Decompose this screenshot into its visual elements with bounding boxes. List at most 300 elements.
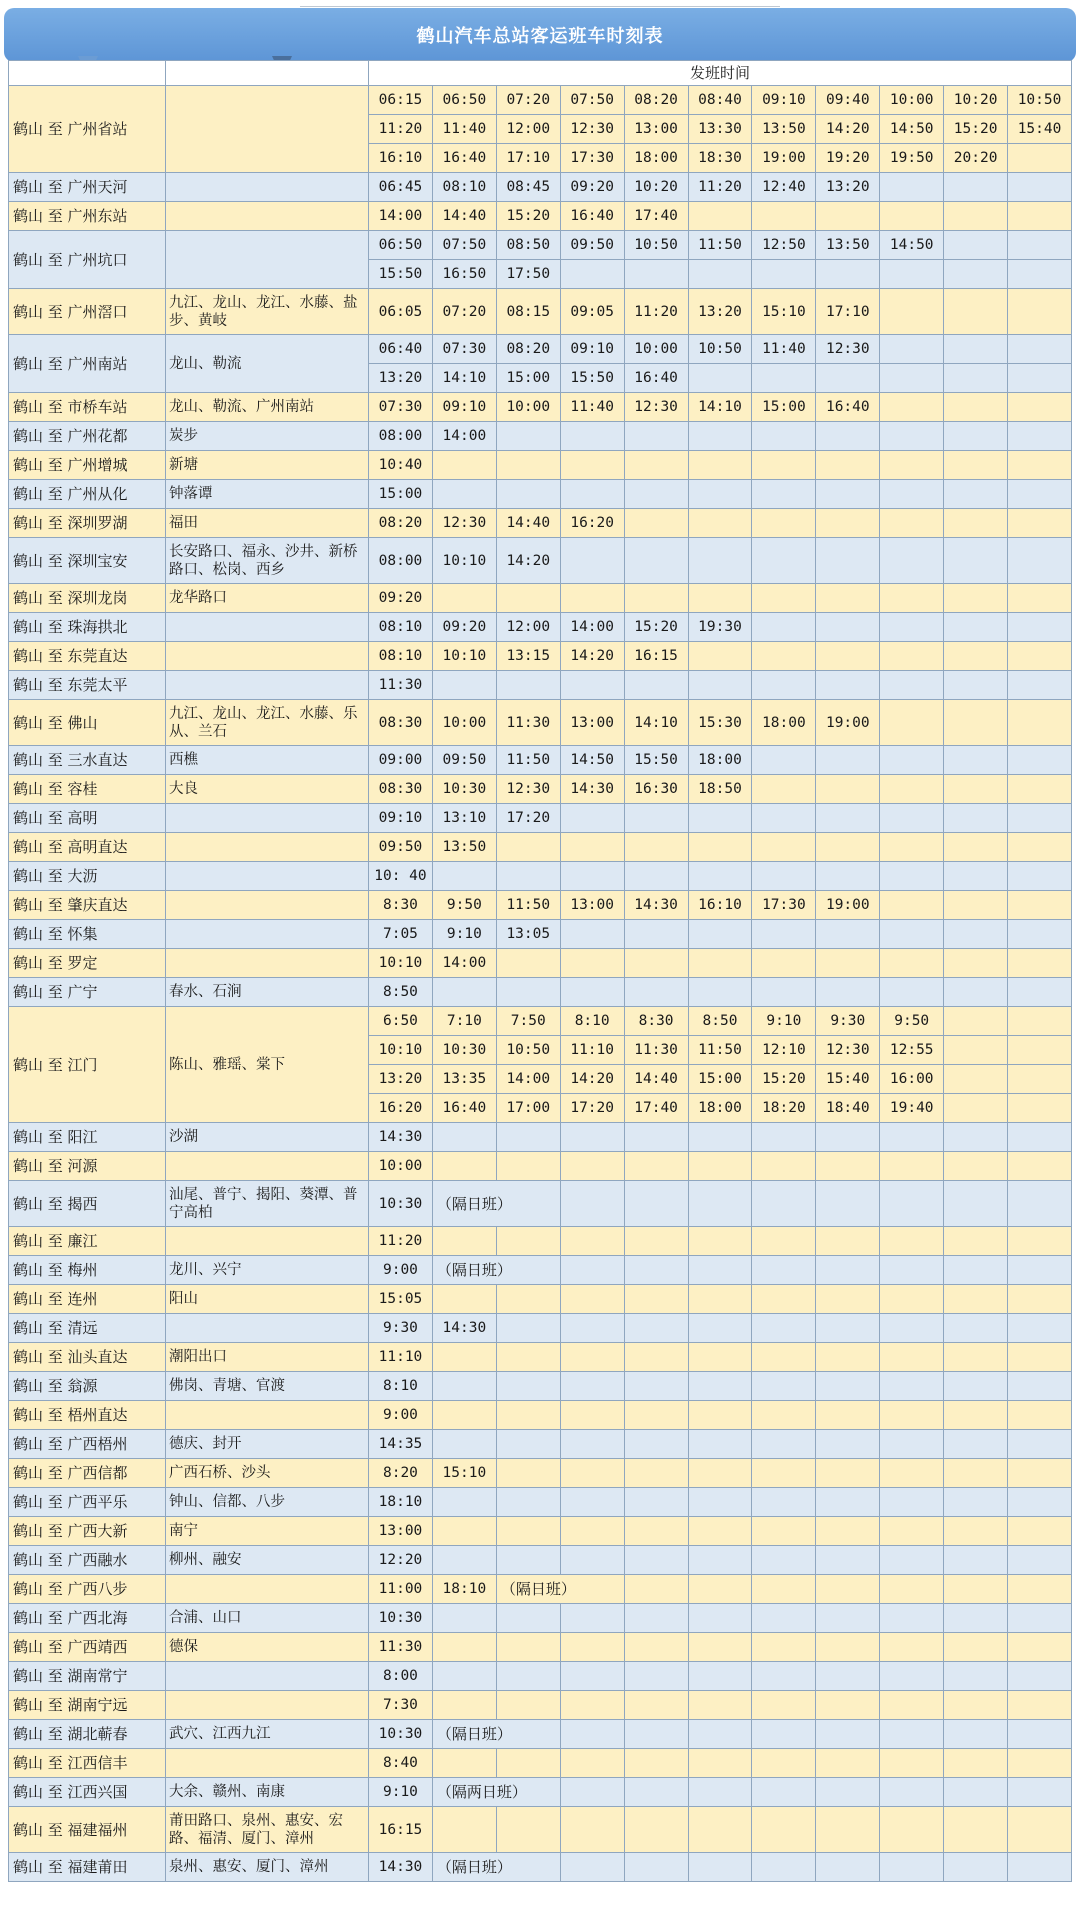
departure-time: 14:50 [880, 231, 944, 260]
departure-time: 11:50 [496, 746, 560, 775]
departure-time: 09:50 [432, 746, 496, 775]
departure-time [496, 1285, 560, 1314]
departure-time [880, 1227, 944, 1256]
departure-time [944, 1807, 1008, 1853]
departure-time [752, 642, 816, 671]
departure-time: 09:05 [560, 289, 624, 335]
departure-time [752, 1123, 816, 1152]
departure-time [688, 451, 752, 480]
departure-time: 06:50 [369, 231, 433, 260]
departure-time [624, 1459, 688, 1488]
departure-time [624, 1633, 688, 1662]
departure-time [816, 1853, 880, 1882]
departure-time [560, 1256, 624, 1285]
departure-time [1008, 1256, 1072, 1285]
departure-time [688, 1181, 752, 1227]
table-row [9, 202, 1072, 231]
departure-time: 16:15 [369, 1807, 433, 1853]
departure-time [1008, 642, 1072, 671]
table-row [9, 642, 1072, 671]
departure-time: 19:50 [880, 144, 944, 173]
table-row [9, 1372, 1072, 1401]
departure-time [560, 1285, 624, 1314]
departure-time [688, 509, 752, 538]
departure-time [624, 1256, 688, 1285]
departure-time [560, 1633, 624, 1662]
route-name: 鹤山 至 清远 [9, 1314, 166, 1343]
departure-time [752, 833, 816, 862]
departure-time [624, 1227, 688, 1256]
departure-time [944, 451, 1008, 480]
departure-time [880, 538, 944, 584]
departure-time [432, 1691, 496, 1720]
departure-time [944, 1152, 1008, 1181]
table-row [9, 1749, 1072, 1778]
departure-time: 18:50 [688, 775, 752, 804]
departure-time [944, 1401, 1008, 1430]
departure-time: 18:20 [752, 1094, 816, 1123]
departure-time [688, 671, 752, 700]
departure-time [560, 480, 624, 509]
departure-time [624, 509, 688, 538]
departure-time [880, 364, 944, 393]
departure-time [1008, 231, 1072, 260]
table-row [9, 231, 1072, 260]
departure-time [752, 1807, 816, 1853]
route-name: 鹤山 至 广西平乐 [9, 1488, 166, 1517]
table-row [9, 451, 1072, 480]
table-row [9, 671, 1072, 700]
departure-time: 19:00 [816, 891, 880, 920]
departure-time [624, 1749, 688, 1778]
departure-time: 16:15 [624, 642, 688, 671]
departure-time [880, 1807, 944, 1853]
departure-time [688, 1401, 752, 1430]
departure-time: 08:40 [688, 86, 752, 115]
departure-time [1008, 1123, 1072, 1152]
departure-time: 9:10 [369, 1778, 433, 1807]
header-departure-time: 发班时间 [369, 61, 1072, 86]
departure-time [432, 1227, 496, 1256]
via-stops: 九江、龙山、龙江、水藤、盐步、黄岐 [166, 289, 369, 335]
departure-time [1008, 1430, 1072, 1459]
departure-time: 18:40 [816, 1094, 880, 1123]
route-name: 鹤山 至 罗定 [9, 949, 166, 978]
departure-time: 16:10 [369, 144, 433, 173]
departure-time [688, 1662, 752, 1691]
departure-time [560, 1853, 624, 1882]
departure-time: 19:00 [816, 700, 880, 746]
route-name: 鹤山 至 翁源 [9, 1372, 166, 1401]
route-name: 鹤山 至 广西靖西 [9, 1633, 166, 1662]
departure-time [752, 1691, 816, 1720]
departure-time [880, 1778, 944, 1807]
departure-time: 13:05 [496, 920, 560, 949]
departure-time [496, 1488, 560, 1517]
departure-time: 11:40 [752, 335, 816, 364]
departure-time [688, 804, 752, 833]
route-name: 鹤山 至 广州坑口 [9, 231, 166, 289]
departure-time [560, 1691, 624, 1720]
route-name: 鹤山 至 三水直达 [9, 746, 166, 775]
departure-time [816, 804, 880, 833]
departure-time [496, 1343, 560, 1372]
route-name: 鹤山 至 河源 [9, 1152, 166, 1181]
departure-time [688, 1459, 752, 1488]
departure-time [496, 833, 560, 862]
departure-time [432, 978, 496, 1007]
departure-time [1008, 1065, 1072, 1094]
departure-time: 14:00 [432, 422, 496, 451]
departure-time [752, 1401, 816, 1430]
departure-time [1008, 1749, 1072, 1778]
table-row [9, 1517, 1072, 1546]
departure-time [432, 1517, 496, 1546]
departure-time [752, 746, 816, 775]
departure-time: 15:50 [624, 746, 688, 775]
route-name: 鹤山 至 广西北海 [9, 1604, 166, 1633]
via-stops [166, 1691, 369, 1720]
departure-time [880, 509, 944, 538]
top-divider [300, 0, 780, 7]
departure-time [1008, 1094, 1072, 1123]
departure-time [944, 393, 1008, 422]
departure-time: 9:00 [369, 1256, 433, 1285]
departure-time: 08:00 [369, 538, 433, 584]
via-stops: 长安路口、福永、沙井、新桥路口、松岗、西乡 [166, 538, 369, 584]
departure-time [880, 949, 944, 978]
departure-time [560, 1181, 624, 1227]
departure-time: 17:30 [752, 891, 816, 920]
via-stops: 陈山、雅瑶、棠下 [166, 1007, 369, 1123]
departure-time [816, 746, 880, 775]
via-stops [166, 231, 369, 289]
route-name: 鹤山 至 东莞太平 [9, 671, 166, 700]
departure-time: 14:30 [369, 1123, 433, 1152]
table-row [9, 1459, 1072, 1488]
departure-time [944, 671, 1008, 700]
departure-time: 10:40 [369, 451, 433, 480]
departure-time: 10:00 [496, 393, 560, 422]
table-row [9, 746, 1072, 775]
departure-time [688, 1343, 752, 1372]
departure-time [880, 173, 944, 202]
departure-time [560, 920, 624, 949]
departure-time [816, 920, 880, 949]
route-name: 鹤山 至 广州花都 [9, 422, 166, 451]
route-name: 鹤山 至 广西梧州 [9, 1430, 166, 1459]
departure-time [688, 1749, 752, 1778]
departure-time [944, 1314, 1008, 1343]
departure-time [624, 920, 688, 949]
departure-time: 15:20 [624, 613, 688, 642]
via-stops [166, 804, 369, 833]
departure-time [432, 671, 496, 700]
via-stops: 汕尾、普宁、揭阳、葵潭、普宁高柏 [166, 1181, 369, 1227]
departure-time: 09:50 [369, 833, 433, 862]
departure-time [1008, 1807, 1072, 1853]
route-name: 鹤山 至 高明 [9, 804, 166, 833]
departure-time [880, 978, 944, 1007]
departure-time [816, 1152, 880, 1181]
departure-time [944, 1181, 1008, 1227]
via-stops: 春水、石涧 [166, 978, 369, 1007]
via-stops: 炭步 [166, 422, 369, 451]
departure-time: 08:30 [369, 775, 433, 804]
departure-time [624, 1807, 688, 1853]
departure-time: 8:30 [369, 891, 433, 920]
departure-time [624, 1691, 688, 1720]
departure-time [624, 451, 688, 480]
departure-time: 15:00 [752, 393, 816, 422]
departure-time [560, 1123, 624, 1152]
departure-time [1008, 1152, 1072, 1181]
departure-time: 09:00 [369, 746, 433, 775]
departure-time [880, 891, 944, 920]
departure-time [432, 1401, 496, 1430]
departure-time: 11:00 [369, 1575, 433, 1604]
departure-time: 8:50 [688, 1007, 752, 1036]
departure-time [688, 584, 752, 613]
via-stops [166, 86, 369, 173]
departure-time: 8:40 [369, 1749, 433, 1778]
departure-time: 7:05 [369, 920, 433, 949]
departure-time [816, 1401, 880, 1430]
departure-time [944, 1065, 1008, 1094]
departure-time: 06:50 [432, 86, 496, 115]
route-name: 鹤山 至 广州从化 [9, 480, 166, 509]
via-stops: 武穴、江西九江 [166, 1720, 369, 1749]
departure-time [688, 1517, 752, 1546]
departure-time: 14:10 [432, 364, 496, 393]
departure-time: 17:20 [560, 1094, 624, 1123]
departure-time [816, 538, 880, 584]
departure-time [432, 1343, 496, 1372]
departure-time: 10:00 [880, 86, 944, 115]
departure-time: 9:30 [816, 1007, 880, 1036]
departure-time [688, 1778, 752, 1807]
departure-time [496, 1123, 560, 1152]
departure-time: 18:00 [624, 144, 688, 173]
departure-time: 7:10 [432, 1007, 496, 1036]
departure-time: 14:30 [369, 1853, 433, 1882]
departure-time [496, 1691, 560, 1720]
via-stops: 大良 [166, 775, 369, 804]
table-row [9, 422, 1072, 451]
departure-time [816, 260, 880, 289]
departure-time [624, 1285, 688, 1314]
schedule-body [9, 61, 1072, 1882]
departure-time [496, 1314, 560, 1343]
departure-time: 16:40 [432, 144, 496, 173]
departure-time [944, 1662, 1008, 1691]
departure-time [880, 746, 944, 775]
departure-time [1008, 1007, 1072, 1036]
departure-time [1008, 746, 1072, 775]
departure-time [496, 1401, 560, 1430]
via-stops: 西樵 [166, 746, 369, 775]
route-name: 鹤山 至 江西兴国 [9, 1778, 166, 1807]
departure-time [624, 1604, 688, 1633]
departure-time: 11:30 [624, 1036, 688, 1065]
departure-time: 10:30 [432, 775, 496, 804]
departure-time [752, 1778, 816, 1807]
table-row [9, 862, 1072, 891]
departure-time [624, 1430, 688, 1459]
departure-time [496, 422, 560, 451]
departure-time [624, 1546, 688, 1575]
table-row [9, 1401, 1072, 1430]
table-row [9, 1546, 1072, 1575]
departure-time: 17:10 [496, 144, 560, 173]
schedule-note: （隔日班） [432, 1720, 560, 1749]
departure-time [560, 538, 624, 584]
departure-time [880, 642, 944, 671]
departure-time: 14:40 [432, 202, 496, 231]
departure-time [816, 1285, 880, 1314]
departure-time: 12:30 [496, 775, 560, 804]
departure-time [688, 1430, 752, 1459]
departure-time: 10:10 [369, 1036, 433, 1065]
departure-time [688, 1604, 752, 1633]
departure-time [1008, 1662, 1072, 1691]
departure-time [496, 978, 560, 1007]
departure-time: 06:45 [369, 173, 433, 202]
departure-time [1008, 1633, 1072, 1662]
departure-time [880, 1459, 944, 1488]
departure-time [752, 862, 816, 891]
departure-time [624, 1517, 688, 1546]
departure-time [432, 451, 496, 480]
departure-time [944, 949, 1008, 978]
departure-time [944, 1256, 1008, 1285]
departure-time [816, 509, 880, 538]
departure-time: 12:00 [496, 115, 560, 144]
departure-time [432, 584, 496, 613]
route-name: 鹤山 至 廉江 [9, 1227, 166, 1256]
departure-time [752, 1152, 816, 1181]
departure-time [880, 1488, 944, 1517]
departure-time [880, 671, 944, 700]
departure-time [880, 1343, 944, 1372]
departure-time [688, 1807, 752, 1853]
departure-time: 18:10 [432, 1575, 496, 1604]
departure-time [1008, 1853, 1072, 1882]
departure-time: 10:10 [369, 949, 433, 978]
departure-time: 8:10 [369, 1372, 433, 1401]
route-name: 鹤山 至 深圳宝安 [9, 538, 166, 584]
departure-time: 06:05 [369, 289, 433, 335]
departure-time [944, 613, 1008, 642]
departure-time [944, 289, 1008, 335]
departure-time: 10:50 [496, 1036, 560, 1065]
schedule-note: （隔日班） [432, 1256, 560, 1285]
departure-time [816, 1256, 880, 1285]
departure-time [944, 804, 1008, 833]
route-name: 鹤山 至 广州增城 [9, 451, 166, 480]
departure-time: 07:20 [496, 86, 560, 115]
departure-time [944, 422, 1008, 451]
departure-time [560, 451, 624, 480]
departure-time [880, 1430, 944, 1459]
departure-time: 14:00 [560, 613, 624, 642]
departure-time [816, 613, 880, 642]
table-row [9, 289, 1072, 335]
via-stops [166, 202, 369, 231]
departure-time [432, 1152, 496, 1181]
via-stops [166, 1227, 369, 1256]
departure-time [752, 1662, 816, 1691]
departure-time [560, 1430, 624, 1459]
departure-time [624, 1372, 688, 1401]
departure-time [560, 1517, 624, 1546]
departure-time [816, 862, 880, 891]
departure-time: 11:10 [369, 1343, 433, 1372]
departure-time [880, 804, 944, 833]
departure-time [496, 671, 560, 700]
departure-time [880, 335, 944, 364]
departure-time: 9:10 [432, 920, 496, 949]
departure-time: 13:00 [560, 700, 624, 746]
departure-time [496, 584, 560, 613]
departure-time [944, 1007, 1008, 1036]
departure-time [688, 642, 752, 671]
departure-time [496, 1430, 560, 1459]
departure-time: 08:20 [496, 335, 560, 364]
departure-time [752, 1749, 816, 1778]
via-stops: 柳州、融安 [166, 1546, 369, 1575]
departure-time: 15:10 [432, 1459, 496, 1488]
departure-time [752, 804, 816, 833]
departure-time [624, 1662, 688, 1691]
departure-time [688, 1546, 752, 1575]
departure-time [880, 833, 944, 862]
departure-time: 9:30 [369, 1314, 433, 1343]
departure-time [1008, 1604, 1072, 1633]
via-stops: 龙华路口 [166, 584, 369, 613]
departure-time [944, 1094, 1008, 1123]
departure-time: 10: 40 [369, 862, 433, 891]
via-stops: 沙湖 [166, 1123, 369, 1152]
departure-time: 19:30 [688, 613, 752, 642]
departure-time [1008, 260, 1072, 289]
schedule-note: （隔日班） [432, 1853, 560, 1882]
departure-time [944, 1575, 1008, 1604]
departure-time [816, 978, 880, 1007]
via-stops: 钟山、信都、八步 [166, 1488, 369, 1517]
departure-time [688, 920, 752, 949]
departure-time: 13:50 [816, 231, 880, 260]
departure-time [432, 862, 496, 891]
departure-time [816, 451, 880, 480]
via-stops [166, 949, 369, 978]
departure-time [880, 451, 944, 480]
departure-time [944, 1778, 1008, 1807]
departure-time [560, 671, 624, 700]
departure-time [1008, 1546, 1072, 1575]
departure-time [432, 480, 496, 509]
departure-time [944, 746, 1008, 775]
departure-time [752, 509, 816, 538]
departure-time [432, 1604, 496, 1633]
route-name: 鹤山 至 汕头直达 [9, 1343, 166, 1372]
departure-time: 17:00 [496, 1094, 560, 1123]
departure-time [432, 1123, 496, 1152]
table-row [9, 1227, 1072, 1256]
table-row [9, 1778, 1072, 1807]
via-stops [166, 613, 369, 642]
via-stops: 德保 [166, 1633, 369, 1662]
